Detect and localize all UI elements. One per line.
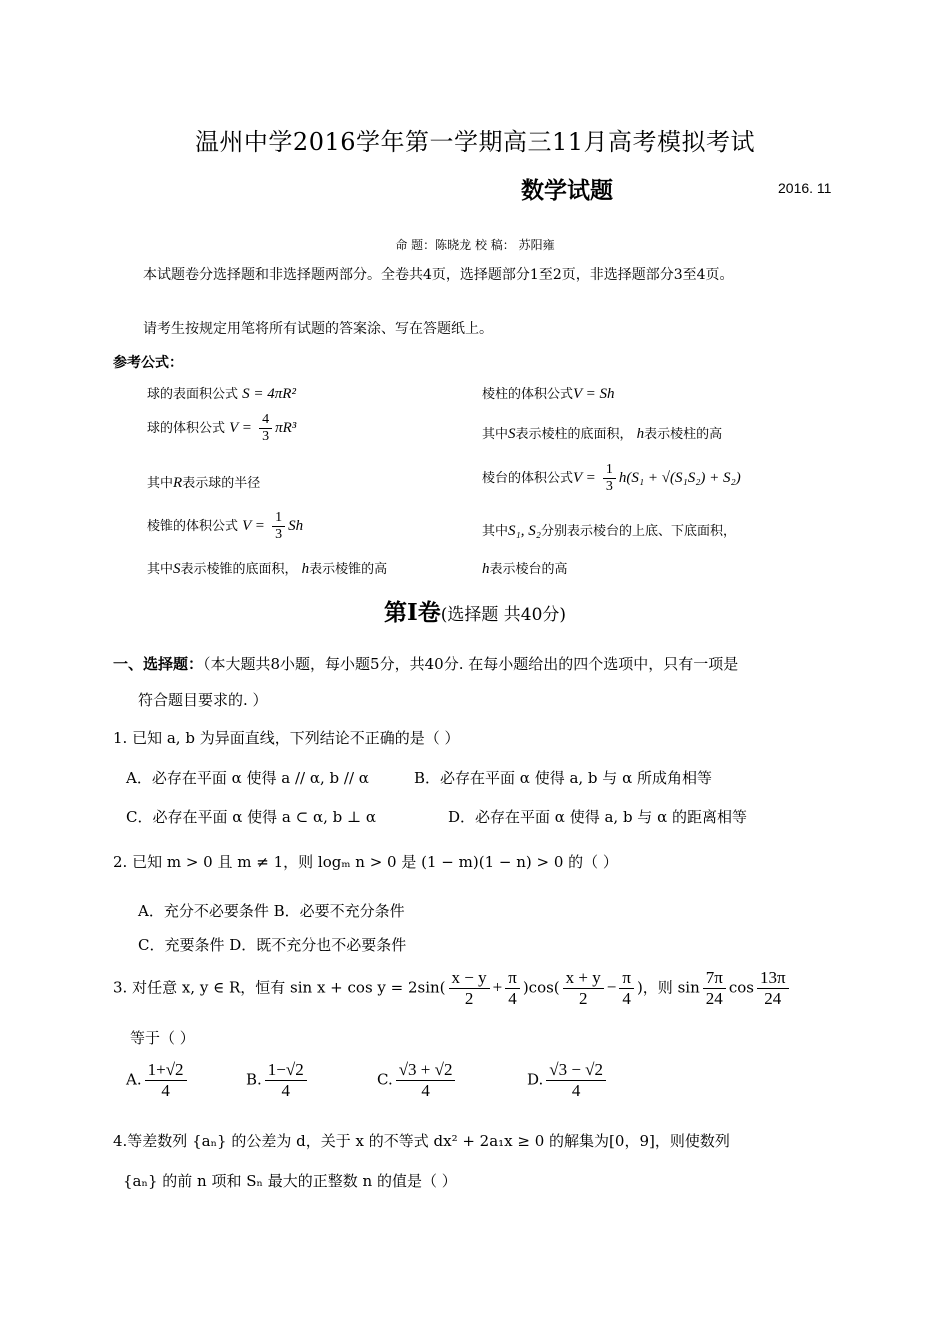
fraction: $\frac{4}{3}$	[259, 412, 272, 445]
fraction: $\frac{1}{3}$	[603, 462, 616, 495]
fraction: $\frac{1-√2}{4}$	[265, 1060, 307, 1101]
part1-desc-line2: 符合题目要求的. ）	[138, 691, 268, 709]
question-3-option-d: D. $\frac{√3 - √2}{4}$	[527, 1060, 609, 1101]
formula-sphere-volume: 球的体积公式 V = $\frac{4}{3}$ πR³	[147, 412, 297, 444]
part1-heading: 一、选择题：（本大题共8小题，每小题5分，共40分. 在每小题给出的四个选项中，只有一项是	[113, 655, 739, 673]
fraction: $\frac{x + y}{2}$	[563, 968, 604, 1009]
question-2-options-ab: A．充分不必要条件 B．必要不充分条件	[138, 902, 405, 920]
formula-sphere-note: 其中R表示球的半径	[147, 475, 261, 491]
exam-date: 2016. 11	[778, 180, 832, 196]
fraction: $\frac{7\pi}{24}$	[703, 968, 726, 1009]
exam-title: 温州中学2016学年第一学期高三11月高考模拟考试	[194, 128, 756, 156]
formula-pyramid-note: 其中S表示棱锥的底面积， h表示棱锥的高	[147, 561, 388, 577]
question-3-option-c: C. $\frac{√3 + √2}{4}$	[377, 1060, 458, 1101]
fraction: $\frac{√3 + √2}{4}$	[396, 1060, 456, 1101]
fraction: $\frac{1+√2}{4}$	[145, 1060, 187, 1101]
exam-subtitle: 数学试题	[521, 178, 613, 204]
formula-sphere-area: 球的表面积公式 S = 4πR²	[147, 386, 296, 402]
formula-frustum-volume: 棱台的体积公式V = $\frac{1}{3}$ h(S₁ + √(S₁S₂) + S₂)	[482, 462, 741, 494]
question-1-stem: 1. 已知 a, b 为异面直线，下列结论不正确的是（ ）	[113, 729, 460, 747]
question-3-stem: 3. 对任意 x, y ∈ R，恒有 sin x + cos y = 2sin( $\frac{x - y}{2}$ + $\frac{\pi}{4}$ )cos( $\frac{x + y}{2}$ − $\frac{\pi}{4}$ )，则 sin $\frac{7\pi}{24}$ cos $\frac{13\pi}{24}$	[113, 968, 792, 1009]
question-3-option-b: B. $\frac{1-√2}{4}$	[246, 1060, 310, 1101]
formula-frustum-height-note: h表示棱台的高	[482, 561, 568, 577]
question-1-option-b: B．必存在平面 α 使得 a, b 与 α 所成角相等	[414, 769, 712, 787]
fraction: $\frac{\pi}{4}$	[619, 968, 634, 1009]
question-2-stem: 2. 已知 m > 0 且 m ≠ 1，则 logₘ n > 0 是 (1 − m)(1 − n) > 0 的（ ）	[113, 853, 618, 871]
formula-frustum-note: 其中S₁, S₂分别表示棱台的上底、下底面积，	[482, 523, 736, 539]
exam-authors: 命 题：陈晓龙 校 稿： 苏阳雍	[395, 238, 555, 252]
section-heading: 第I卷(选择题 共40分)	[383, 599, 567, 626]
fraction: $\frac{√3 - √2}{4}$	[546, 1060, 606, 1101]
question-4-line2: {aₙ} 的前 n 项和 Sₙ 最大的正整数 n 的值是（ ）	[123, 1172, 457, 1190]
formula-prism-note: 其中S表示棱柱的底面积， h表示棱柱的高	[482, 426, 723, 442]
fraction: $\frac{\pi}{4}$	[505, 968, 520, 1009]
question-4-line1: 4.等差数列 {aₙ} 的公差为 d，关于 x 的不等式 dx² + 2a₁x ≥ 0 的解集为[0，9]，则使数列	[113, 1132, 730, 1150]
question-3-line2: 等于（ ）	[130, 1029, 195, 1047]
question-2-options-cd: C．充要条件 D．既不充分也不必要条件	[138, 936, 407, 954]
fraction: $\frac{1}{3}$	[272, 510, 285, 543]
formula-heading: 参考公式：	[113, 355, 183, 371]
fraction: $\frac{x - y}{2}$	[449, 968, 490, 1009]
intro-instruction: 请考生按规定用笔将所有试题的答案涂、写在答题纸上。	[143, 321, 493, 337]
question-1-option-d: D．必存在平面 α 使得 a, b 与 α 的距离相等	[448, 808, 747, 826]
question-3-option-a: A. $\frac{1+√2}{4}$	[126, 1060, 190, 1101]
intro-paragraph: 本试题卷分选择题和非选择题两部分。全卷共4页，选择题部分1至2页，非选择题部分3至4页。	[143, 267, 734, 283]
fraction: $\frac{13\pi}{24}$	[757, 968, 789, 1009]
formula-prism-volume: 棱柱的体积公式V = Sh	[482, 386, 615, 402]
formula-pyramid-volume: 棱锥的体积公式 V = $\frac{1}{3}$ Sh	[147, 510, 304, 542]
question-1-option-c: C．必存在平面 α 使得 a ⊂ α, b ⊥ α	[126, 808, 376, 826]
question-1-option-a: A．必存在平面 α 使得 a // α, b // α	[126, 769, 369, 787]
